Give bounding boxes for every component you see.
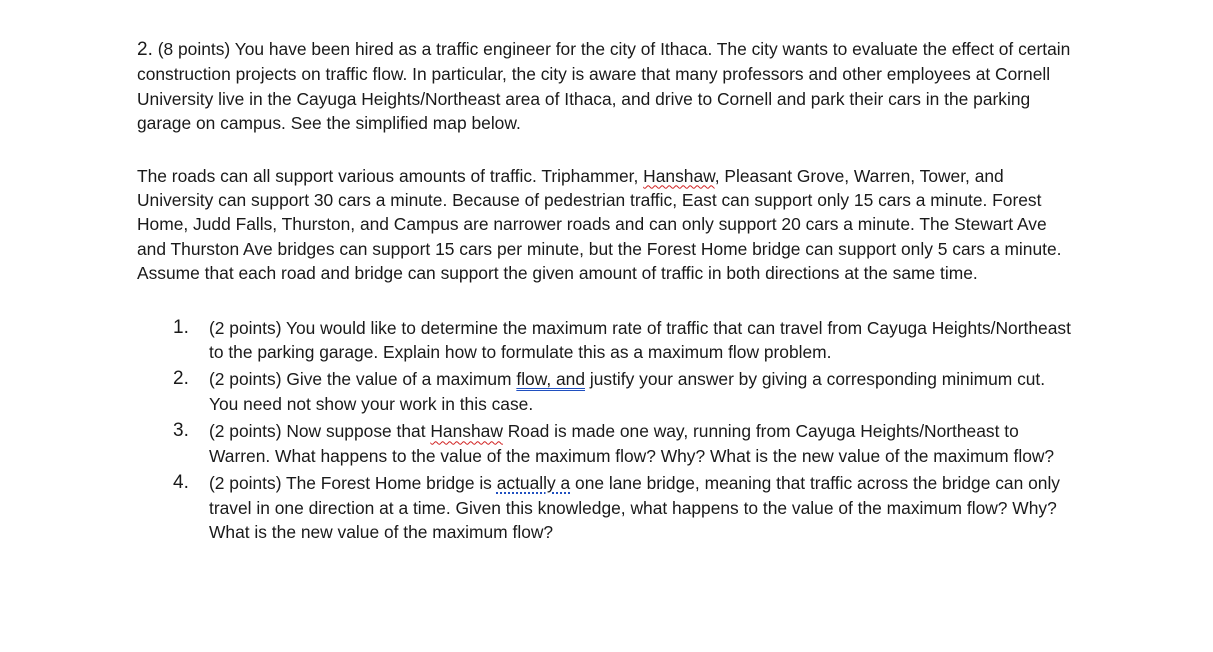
sub-question-text-b: one lane bridge, meaning that traffic across the bridge can only travel in one direction at a time. Given this knowledge, what happens to the value of the maximum flow? Why? What is the new value of the maximum flow? (209, 473, 1061, 542)
sub-question-list (137, 316, 1077, 545)
sub-question-3 (137, 419, 1077, 468)
sub-question-number: 2. (173, 368, 189, 390)
sub-question-text-a: (2 points) The Forest Home bridge is (209, 473, 497, 494)
roads-text-b: , Pleasant Grove, Warren, Tower, and University can support 30 cars a minute. Because of pedestrian traffic, East can support only 15 cars a minute. Forest Home, Judd Falls, Thurston, and Campus are narrower roads and can only support 20 cars a minute. The Stewart Ave and Thurston Ave bridges can support 15 cars per minute, but the Forest Home bridge can support only 5 cars a minute. Assume that each road and bridge can support the given amount of traffic in both directions at the same time. (137, 165, 1062, 284)
sub-question-number: 1. (173, 316, 189, 338)
sub-question-text-a: (2 points) Give the value of a maximum (209, 369, 517, 390)
problem-intro-text: (8 points) You have been hired as a traffic engineer for the city of Ithaca. The city wants to evaluate the effect of certain construction projects on traffic flow. In particular, the city is aware that many professors and other employees at Cornell University live in the Cayuga Heights/Northeast area of Ithaca, and drive to Cornell and park their cars in the parking garage on campus. See the simplified map below. (137, 39, 1071, 134)
sub-question-number: 4. (173, 472, 189, 494)
roads-paragraph (137, 164, 1077, 286)
problem-intro-paragraph (137, 37, 1077, 136)
sub-question-text: (2 points) You would like to determine the maximum rate of traffic that can travel from Cayuga Heights/Northeast to the parking garage. Explain how to formulate this as a maximum flow problem. (209, 317, 1071, 363)
roads-text-a: The roads can all support various amounts of traffic. Triphammer, (137, 165, 644, 186)
sub-question-text-a: (2 points) Now suppose that (209, 421, 431, 442)
sub-question-text-b: Road is made one way, running from Cayuga Heights/Northeast to Warren. What happens to the value of the maximum flow? Why? What is the new value of the maximum flow? (209, 421, 1055, 466)
spellcheck-hanshaw-road: Hanshaw (430, 421, 503, 442)
document-body (137, 37, 1077, 547)
spellcheck-hanshaw: Hanshaw (643, 165, 715, 186)
sub-question-1 (137, 316, 1077, 365)
sub-question-number: 3. (173, 420, 189, 442)
grammar-mark-flow-and: flow, and (516, 369, 586, 390)
sub-question-2 (137, 367, 1077, 416)
sub-question-4 (137, 471, 1077, 544)
sub-question-text-b: justify your answer by giving a corresponding minimum cut. You need not show your work in this case. (209, 369, 1046, 414)
grammar-mark-actually-a: actually a (496, 473, 571, 494)
problem-number: 2. (137, 39, 153, 60)
